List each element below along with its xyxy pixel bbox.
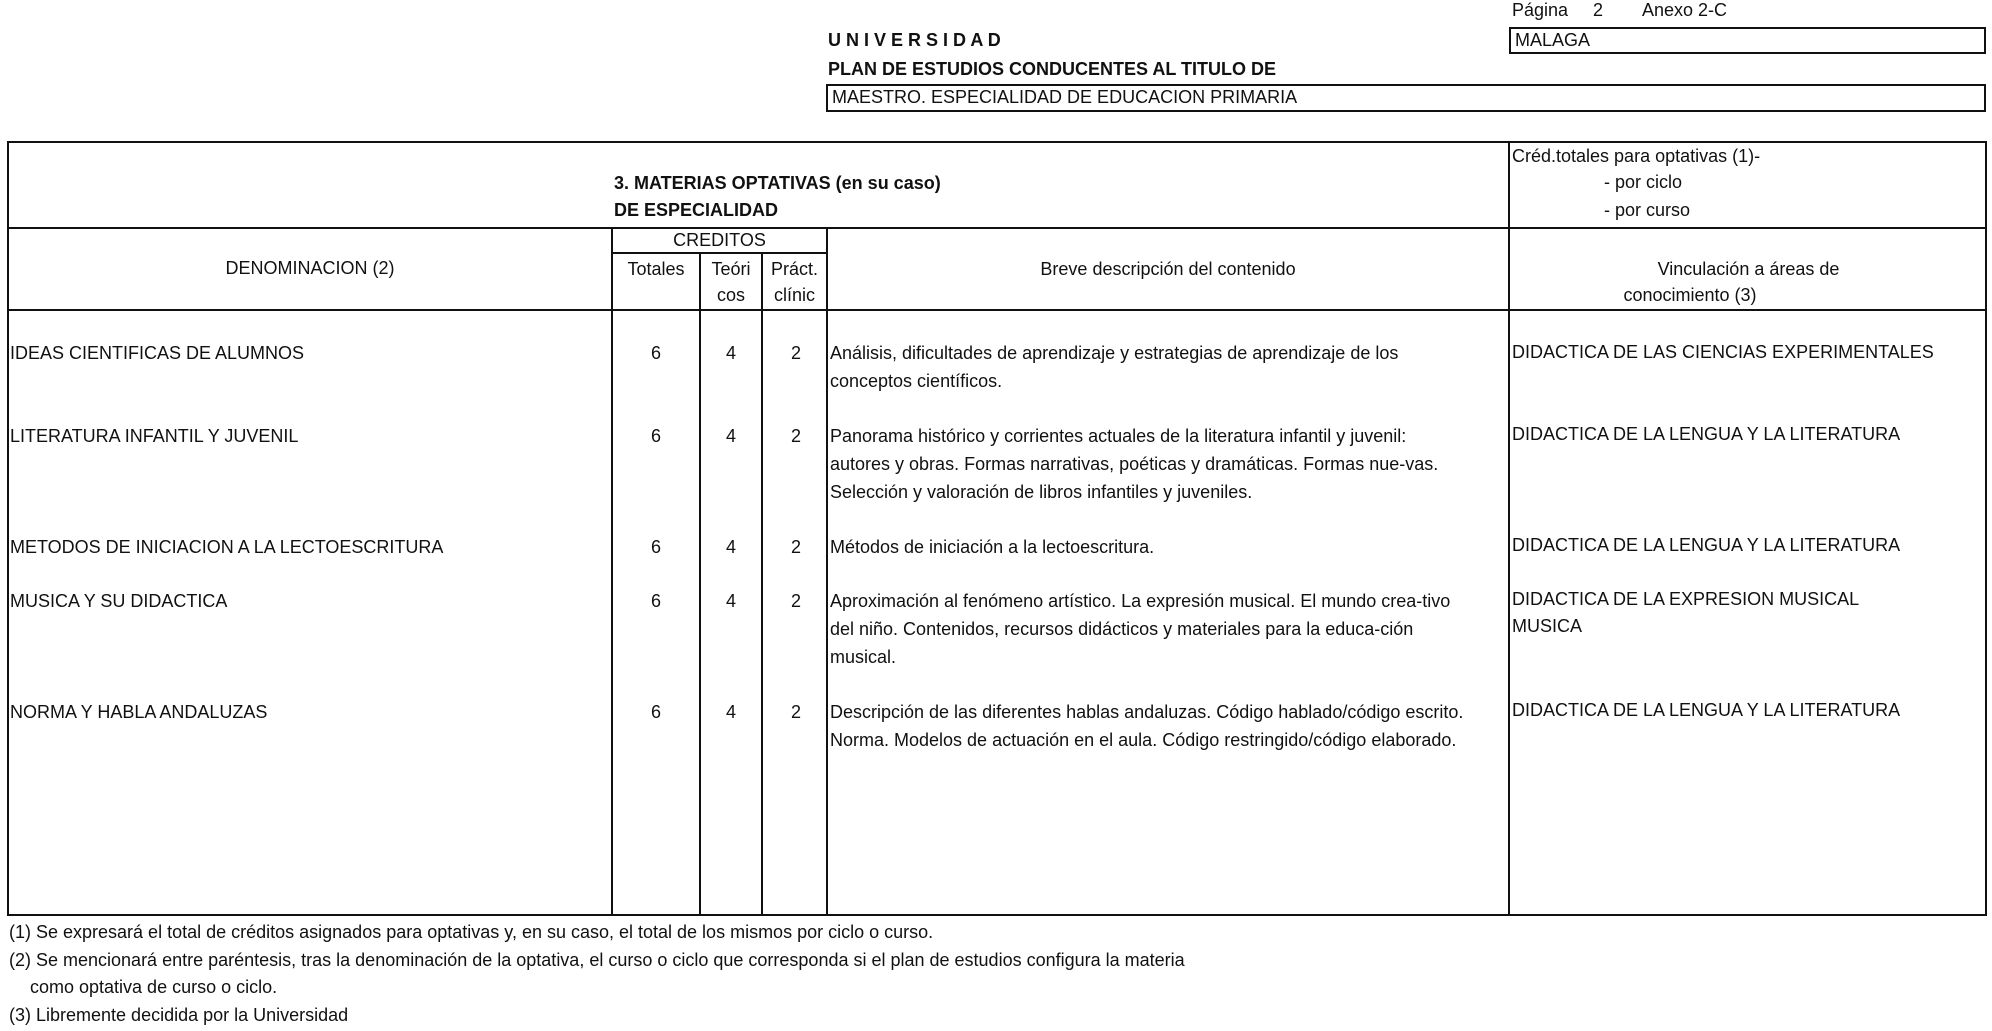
row-descripcion: Panorama histórico y corrientes actuales de la literatura infantil y juvenil: autores y obras. Formas narrativas, poéticas y dramáticas. Formas nue-vas. Selección y valoración de libros infantiles y juveniles. xyxy=(830,426,1439,502)
row-practicos: 2 xyxy=(790,537,801,557)
row-totales: 6 xyxy=(650,537,661,557)
footnote-1: (1) Se expresará el total de créditos asignados para optativas y, en su caso, el total de los mismos por ciclo o curso. xyxy=(9,922,934,942)
row-totales: 6 xyxy=(650,591,661,611)
col-header-teori-2: cos xyxy=(716,285,745,305)
col-header-denominacion: DENOMINACION (2) xyxy=(225,258,395,278)
annex-label: Anexo 2-C xyxy=(1642,0,1728,20)
col-header-totales: Totales xyxy=(627,259,685,279)
row-descripcion: Aproximación al fenómeno artístico. La expresión musical. El mundo crea-tivo del niño. Contenidos, recursos didácticos y materiales para la educa-ción musical. xyxy=(830,591,1451,667)
col-header-descripcion: Breve descripción del contenido xyxy=(1040,259,1296,279)
footnote-2-cont: como optativa de curso o ciclo. xyxy=(30,977,278,997)
row-area: DIDACTICA DE LAS CIENCIAS EXPERIMENTALES xyxy=(1512,342,1934,362)
section-subtitle: DE ESPECIALIDAD xyxy=(614,200,779,220)
row-teoricos: 4 xyxy=(725,426,736,446)
row-name: LITERATURA INFANTIL Y JUVENIL xyxy=(10,426,299,446)
row-totales: 6 xyxy=(650,426,661,446)
footnote-3: (3) Libremente decidida por la Universidad xyxy=(9,1005,349,1025)
page-label: Página xyxy=(1512,0,1569,20)
row-practicos: 2 xyxy=(790,343,801,363)
row-totales: 6 xyxy=(650,702,661,722)
row-area: DIDACTICA DE LA LENGUA Y LA LITERATURA xyxy=(1512,700,1901,720)
row-name: NORMA Y HABLA ANDALUZAS xyxy=(10,702,268,722)
credits-note-line3: - por curso xyxy=(1604,200,1691,220)
col-header-creditos: CREDITOS xyxy=(673,230,766,250)
section-title: 3. MATERIAS OPTATIVAS (en su caso) xyxy=(614,173,941,193)
row-name: METODOS DE INICIACION A LA LECTOESCRITURA xyxy=(10,537,444,557)
row-teoricos: 4 xyxy=(725,537,736,557)
col-header-pract: Práct. xyxy=(770,259,818,279)
col-header-vinculacion-2: conocimiento (3) xyxy=(1623,285,1757,305)
row-name: IDEAS CIENTIFICAS DE ALUMNOS xyxy=(10,343,305,363)
row-descripcion: Descripción de las diferentes hablas andaluzas. Código hablado/código escrito. Norma. Modelos de actuación en el aula. Código restringido/código elaborado. xyxy=(830,702,1464,750)
rule-section-bottom xyxy=(7,227,1987,229)
plan-value: MAESTRO. ESPECIALIDAD DE EDUCACION PRIMARIA xyxy=(826,84,1986,112)
row-practicos: 2 xyxy=(790,591,801,611)
rule-header-bottom xyxy=(7,309,1987,311)
col-header-pract-2: clínic xyxy=(773,285,815,305)
plan-label: PLAN DE ESTUDIOS CONDUCENTES AL TITULO DE xyxy=(828,59,1277,79)
col-header-vinculacion: Vinculación a áreas de xyxy=(1657,259,1840,279)
credits-note-line2: - por ciclo xyxy=(1604,172,1683,192)
row-name: MUSICA Y SU DIDACTICA xyxy=(10,591,228,611)
row-teoricos: 4 xyxy=(725,591,736,611)
rule-creditos-bottom xyxy=(611,252,828,254)
row-teoricos: 4 xyxy=(725,702,736,722)
row-practicos: 2 xyxy=(790,426,801,446)
rule-col-desc xyxy=(826,227,828,916)
row-area: DIDACTICA DE LA LENGUA Y LA LITERATURA xyxy=(1512,535,1901,555)
row-area: DIDACTICA DE LA EXPRESION MUSICAL xyxy=(1512,589,1860,609)
row-teoricos: 4 xyxy=(725,343,736,363)
row-area: DIDACTICA DE LA LENGUA Y LA LITERATURA xyxy=(1512,424,1901,444)
row-descripcion: Análisis, dificultades de aprendizaje y estrategias de aprendizaje de los conceptos científicos. xyxy=(830,343,1399,391)
row-descripcion: Métodos de iniciación a la lectoescritura. xyxy=(830,537,1155,557)
rule-col-totales xyxy=(611,227,613,916)
university-label: U N I V E R S I D A D xyxy=(828,30,1001,50)
page-number: 2 xyxy=(1593,0,1604,20)
credits-note-line1: Créd.totales para optativas (1)- xyxy=(1512,146,1761,166)
rule-col-area xyxy=(1508,141,1510,916)
col-header-teori: Teóri xyxy=(711,259,751,279)
row-practicos: 2 xyxy=(790,702,801,722)
footnote-2: (2) Se mencionará entre paréntesis, tras la denominación de la optativa, el curso o ciclo que corresponda si el plan de estudios configura la materia xyxy=(9,950,1185,970)
row-totales: 6 xyxy=(650,343,661,363)
row-area-line2: MUSICA xyxy=(1512,616,1583,636)
university-value: MALAGA xyxy=(1509,27,1986,54)
